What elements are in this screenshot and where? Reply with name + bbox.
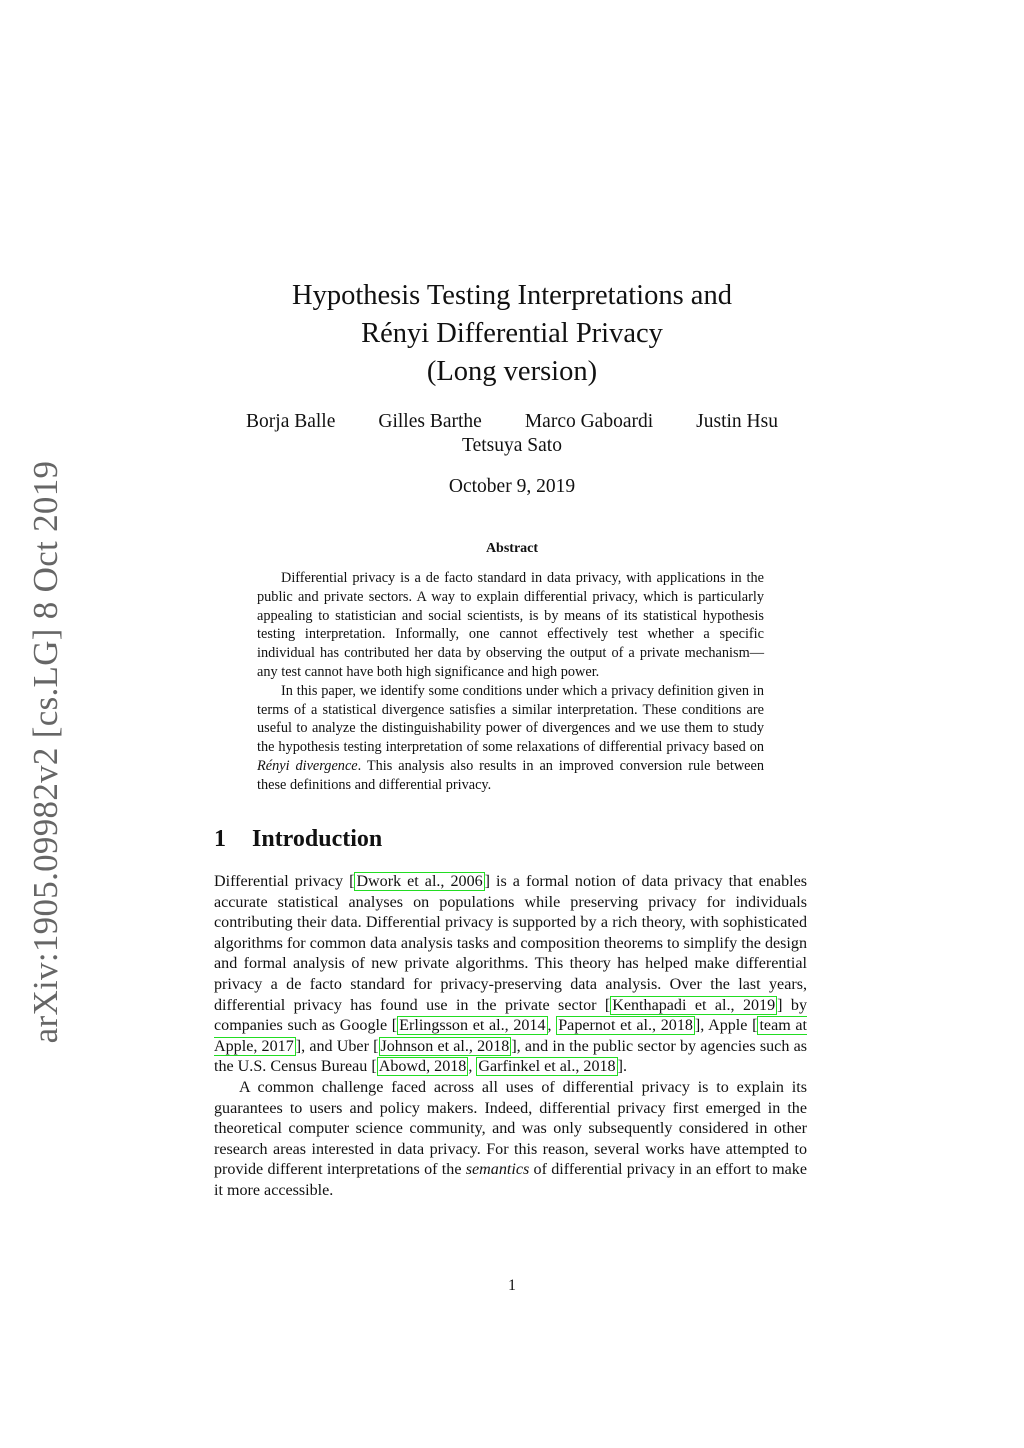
emphasis-text: Rényi divergence [257, 757, 358, 774]
citation-link[interactable]: Johnson et al., 2018 [380, 1037, 510, 1055]
intro-paragraph-2: A common challenge faced across all uses of differential privacy is to explain its guarantees to users and policy makers. Indeed, differential privacy first emerged in the theoretical computer science community, and was only subsequently considered in other research areas interested in data privacy. For this reason, several works have attempted to provide different interpretations of the semantics of differential privacy in an effort to make it more accessible. [214, 1078, 807, 1199]
author-list [0, 410, 1024, 458]
author-name: Gilles Barthe [378, 411, 482, 432]
title-line-2: Rényi Differential Privacy [361, 318, 663, 349]
abstract-paragraph-2: In this paper, we identify some conditions under which a privacy definition given in terms of a statistical divergence satisfies a similar interpretation. These conditions are useful to analyze the distinguishability power of divergences and we use them to study the hypothesis testing interpretation of some relaxations of differential privacy based on Rényi divergence. This analysis also results in an improved conversion rule between these definitions and differential privacy. [257, 682, 764, 793]
arxiv-identifier-text: arXiv:1905.09982v2 [cs.LG] 8 Oct 2019 [26, 460, 65, 1044]
citation-link[interactable]: Kenthapadi et al., 2019 [612, 996, 776, 1014]
introduction-body [214, 872, 807, 1202]
section-title: Introduction [252, 826, 383, 852]
citation-link[interactable]: team at Apple, 2017 [214, 1017, 808, 1055]
abstract-body [257, 569, 764, 795]
paper-title [0, 277, 1024, 391]
author-name: Justin Hsu [696, 411, 778, 432]
title-line-3: (Long version) [426, 356, 598, 387]
citation-link[interactable]: Abowd, 2018 [378, 1058, 467, 1076]
author-name: Marco Gaboardi [524, 411, 654, 432]
section-heading [214, 826, 382, 853]
title-line-1: Hypothesis Testing Interpretations and [292, 280, 732, 311]
publication-date: October 9, 2019 [448, 476, 576, 497]
author-name: Borja Balle [246, 411, 336, 432]
section-number: 1 [214, 826, 226, 852]
citation-link[interactable]: Papernot et al., 2018 [558, 1017, 693, 1035]
emphasis-text: semantics [465, 1161, 530, 1179]
citation-link[interactable]: Garfinkel et al., 2018 [478, 1058, 616, 1076]
abstract-heading: Abstract [485, 541, 539, 556]
citation-link[interactable]: Dwork et al., 2006 [356, 873, 483, 890]
citation-link[interactable]: Erlingsson et al., 2014 [399, 1017, 546, 1035]
intro-paragraph-1: Differential privacy [ Dwork et al., 2006 ] is a formal notion of data privacy that enables accurate statistical analyses on populations while preserving privacy for individuals contributing their data. Differential privacy is supported by a rich theory, with sophisticated algorithms for common data analysis tasks and composition theorems to simplify the design and formal analysis of new private algorithms. This theory has helped make differential privacy a de facto standard for privacy-preserving data analysis. Over the last years, differential privacy has found use in the private sector [ Kenthapadi et al., 2019 ] by companies such as Google [ Erlingsson et al., 2014 , Papernot et al., 2018 ], Apple [ team at Apple, 2017 ], and Uber [ Johnson et al., 2018 ], and in the public sector by agencies such as the U.S. Census Bureau [ Abowd, 2018 , Garfinkel et al., 2018 ]. [214, 873, 808, 1076]
page-number: 1 [508, 1277, 516, 1294]
author-name: Tetsuya Sato [462, 435, 562, 456]
abstract-paragraph-1: Differential privacy is a de facto standard in data privacy, with applications in the public and private sectors. A way to explain differential privacy, which is particularly appealing to statistician and social scientists, is by means of its statistical hypothesis testing interpretation. Informally, one cannot effectively test whether a specific individual has contributed her data by observing the output of a private mechanism—any test cannot have both high significance and high power. [257, 570, 764, 680]
